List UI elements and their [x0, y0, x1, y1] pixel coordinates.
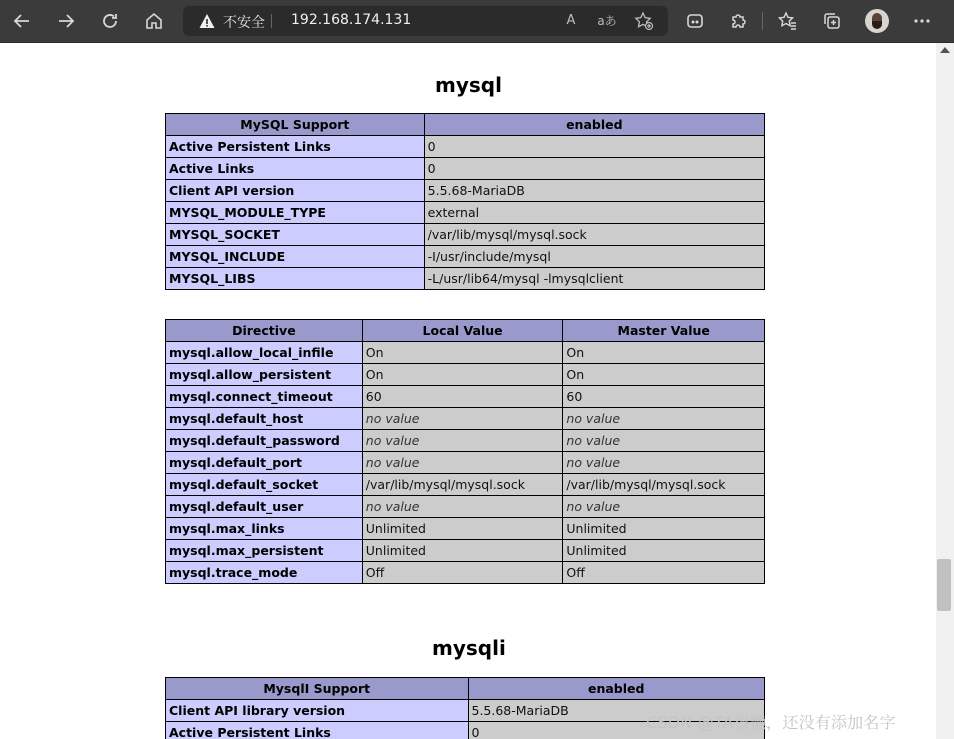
home-button[interactable]: [139, 6, 169, 36]
row-value-cell: [362, 496, 563, 518]
row-value-cell: On: [563, 342, 765, 364]
favorites-icon: [778, 11, 798, 31]
table-row: [166, 474, 765, 496]
table-row: [166, 386, 765, 408]
row-value-cell: Unlimited: [563, 540, 765, 562]
game-button[interactable]: [680, 6, 710, 36]
table-row: [166, 562, 765, 584]
scroll-thumb[interactable]: [937, 559, 951, 611]
no-value-text: no value: [566, 499, 621, 514]
no-value-text: no value: [566, 411, 621, 426]
column-header: enabled: [468, 678, 765, 700]
forward-button[interactable]: [51, 6, 81, 36]
table-row: [166, 408, 765, 430]
translate-icon[interactable]: aあ: [597, 14, 617, 28]
mysql-directive-table: [165, 319, 765, 584]
gamepad-icon: [685, 11, 705, 31]
table-row: [166, 246, 765, 268]
section-title-mysqli: mysqli: [432, 636, 506, 660]
row-value-cell: /var/lib/mysql/mysql.sock: [362, 474, 563, 496]
table-header-row: [166, 320, 765, 342]
no-value-text: no value: [566, 455, 621, 470]
more-horizontal-icon: [912, 11, 932, 31]
table-row: [166, 540, 765, 562]
row-key-cell: mysql.default_password: [166, 430, 363, 452]
row-value-cell: 5.5.68-MariaDB: [424, 180, 764, 202]
collections-button[interactable]: [817, 6, 847, 36]
row-value-cell: [563, 496, 765, 518]
row-key-cell: Active Links: [166, 158, 425, 180]
table-header-row: [166, 678, 765, 700]
column-header: enabled: [424, 114, 764, 136]
settings-more-button[interactable]: [907, 6, 937, 36]
table-row: [166, 452, 765, 474]
row-key-cell: mysql.default_port: [166, 452, 363, 474]
profile-avatar[interactable]: [865, 9, 889, 33]
extensions-button[interactable]: [724, 6, 754, 36]
no-value-text: no value: [365, 455, 420, 470]
scroll-up-arrow-icon[interactable]: [940, 47, 950, 53]
column-header: Master Value: [563, 320, 765, 342]
column-header: Directive: [166, 320, 363, 342]
row-key-cell: mysql.default_socket: [166, 474, 363, 496]
table-row: [166, 496, 765, 518]
row-value-cell: On: [362, 342, 563, 364]
row-value-cell: On: [362, 364, 563, 386]
puzzle-icon: [729, 11, 749, 31]
warning-icon: [199, 13, 215, 29]
row-value-cell: /var/lib/mysql/mysql.sock: [563, 474, 765, 496]
row-key-cell: MYSQL_SOCKET: [166, 224, 425, 246]
no-value-text: no value: [365, 411, 420, 426]
column-header: MysqlI Support: [166, 678, 469, 700]
row-value-cell: 5.5.68-MariaDB: [468, 700, 765, 722]
row-value-cell: On: [563, 364, 765, 386]
row-key-cell: mysql.trace_mode: [166, 562, 363, 584]
url-text[interactable]: 192.168.174.131: [291, 12, 412, 28]
vertical-scrollbar[interactable]: [936, 43, 954, 739]
row-value-cell: 0: [424, 158, 764, 180]
favorite-add-icon[interactable]: [634, 11, 654, 31]
avatar-beard: [872, 21, 882, 29]
no-value-text: no value: [365, 433, 420, 448]
favorites-button[interactable]: [773, 6, 803, 36]
security-status[interactable]: 不安全: [223, 15, 265, 31]
row-value-cell: 60: [563, 386, 765, 408]
row-value-cell: 0: [424, 136, 764, 158]
toolbar-divider: [762, 12, 763, 30]
back-button[interactable]: [7, 6, 37, 36]
row-key-cell: mysql.default_user: [166, 496, 363, 518]
column-header: Local Value: [362, 320, 563, 342]
row-key-cell: mysql.allow_persistent: [166, 364, 363, 386]
row-value-cell: [362, 452, 563, 474]
row-value-cell: [362, 408, 563, 430]
home-icon: [144, 11, 164, 31]
row-value-cell: Unlimited: [563, 518, 765, 540]
watermark-text: CSDN @TA很懒，还没有添加名字: [646, 713, 896, 732]
row-key-cell: Client API version: [166, 180, 425, 202]
row-value-cell: Off: [362, 562, 563, 584]
row-key-cell: mysql.connect_timeout: [166, 386, 363, 408]
row-key-cell: MYSQL_MODULE_TYPE: [166, 202, 425, 224]
mysql-support-table: [165, 113, 765, 290]
table-header-row: [166, 114, 765, 136]
row-value-cell: -L/usr/lib64/mysql -lmysqlclient: [424, 268, 764, 290]
refresh-button[interactable]: [95, 6, 125, 36]
row-value-cell: Unlimited: [362, 518, 563, 540]
column-header: MySQL Support: [166, 114, 425, 136]
row-value-cell: -I/usr/include/mysql: [424, 246, 764, 268]
no-value-text: no value: [365, 499, 420, 514]
row-key-cell: mysql.max_persistent: [166, 540, 363, 562]
no-value-text: no value: [566, 433, 621, 448]
arrow-right-icon: [56, 11, 76, 31]
row-key-cell: MYSQL_LIBS: [166, 268, 425, 290]
table-row: [166, 224, 765, 246]
row-value-cell: [563, 452, 765, 474]
collections-icon: [822, 11, 842, 31]
row-key-cell: mysql.max_links: [166, 518, 363, 540]
table-row: [166, 430, 765, 452]
arrow-left-icon: [12, 11, 32, 31]
refresh-icon: [100, 11, 120, 31]
row-value-cell: [563, 430, 765, 452]
page-content: [0, 43, 936, 739]
section-title-mysql: mysql: [435, 73, 502, 97]
row-value-cell: [563, 408, 765, 430]
row-value-cell: 60: [362, 386, 563, 408]
row-value-cell: Off: [563, 562, 765, 584]
table-row: [166, 158, 765, 180]
row-value-cell: Unlimited: [362, 540, 563, 562]
table-row: [166, 342, 765, 364]
row-key-cell: mysql.default_host: [166, 408, 363, 430]
row-value-cell: /var/lib/mysql/mysql.sock: [424, 224, 764, 246]
row-key-cell: Active Persistent Links: [166, 722, 469, 739]
table-row: [166, 202, 765, 224]
table-row: [166, 136, 765, 158]
row-key-cell: Client API library version: [166, 700, 469, 722]
address-bar[interactable]: [183, 6, 668, 36]
row-key-cell: Active Persistent Links: [166, 136, 425, 158]
table-row: [166, 364, 765, 386]
row-value-cell: [362, 430, 563, 452]
row-key-cell: MYSQL_INCLUDE: [166, 246, 425, 268]
table-row: [166, 518, 765, 540]
row-value-cell: 0: [468, 722, 765, 739]
read-aloud-icon[interactable]: A: [566, 13, 576, 28]
row-value-cell: external: [424, 202, 764, 224]
table-row: [166, 268, 765, 290]
address-divider: [271, 14, 272, 28]
table-row: [166, 180, 765, 202]
browser-toolbar: [0, 0, 954, 43]
row-key-cell: mysql.allow_local_infile: [166, 342, 363, 364]
